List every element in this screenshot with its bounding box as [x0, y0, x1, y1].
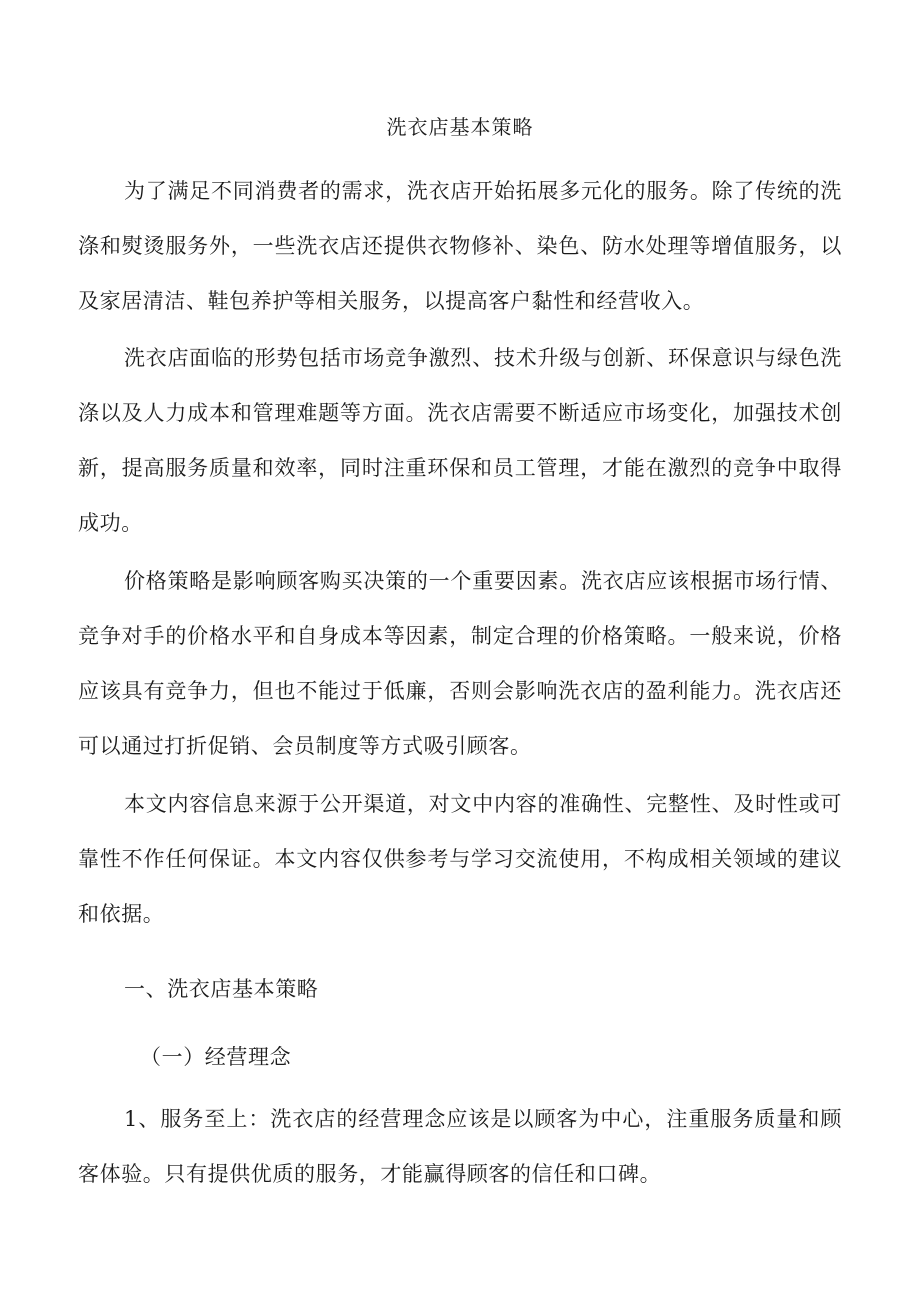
- point-service-first: 1、服务至上：洗衣店的经营理念应该是以顾客为中心，注重服务质量和顾客体验。只有提供优质的服务，才能赢得顾客的信任和口碑。: [78, 1107, 842, 1186]
- document-title: 洗衣店基本策略: [386, 115, 534, 139]
- section-heading: 一、洗衣店基本策略: [124, 977, 319, 1001]
- paragraph-pricing: 价格策略是影响顾客购买决策的一个重要因素。洗衣店应该根据市场行情、竞争对手的价格水平和自身成本等因素，制定合理的价格策略。一般来说，价格应该具有竞争力，但也不能过于低廉，否则会影响洗衣店的盈利能力。洗衣店还可以通过打折促销、会员制度等方式吸引顾客。: [78, 569, 842, 758]
- paragraph-services: 为了满足不同消费者的需求，洗衣店开始拓展多元化的服务。除了传统的洗涤和熨烫服务外，一些洗衣店还提供衣物修补、染色、防水处理等增值服务，以及家居清洁、鞋包养护等相关服务，以提高客户黏性和经营收入。: [78, 179, 842, 313]
- paragraph-disclaimer: 本文内容信息来源于公开渠道，对文中内容的准确性、完整性、及时性或可靠性不作任何保证。本文内容仅供参考与学习交流使用，不构成相关领域的建议和依据。: [78, 792, 842, 926]
- paragraph-situation: 洗衣店面临的形势包括市场竞争激烈、技术升级与创新、环保意识与绿色洗涤以及人力成本和管理难题等方面。洗衣店需要不断适应市场变化，加强技术创新，提高服务质量和效率，同时注重环保和员工管理，才能在激烈的竞争中取得成功。: [78, 346, 842, 535]
- subsection-heading: （一）经营理念: [140, 1045, 292, 1069]
